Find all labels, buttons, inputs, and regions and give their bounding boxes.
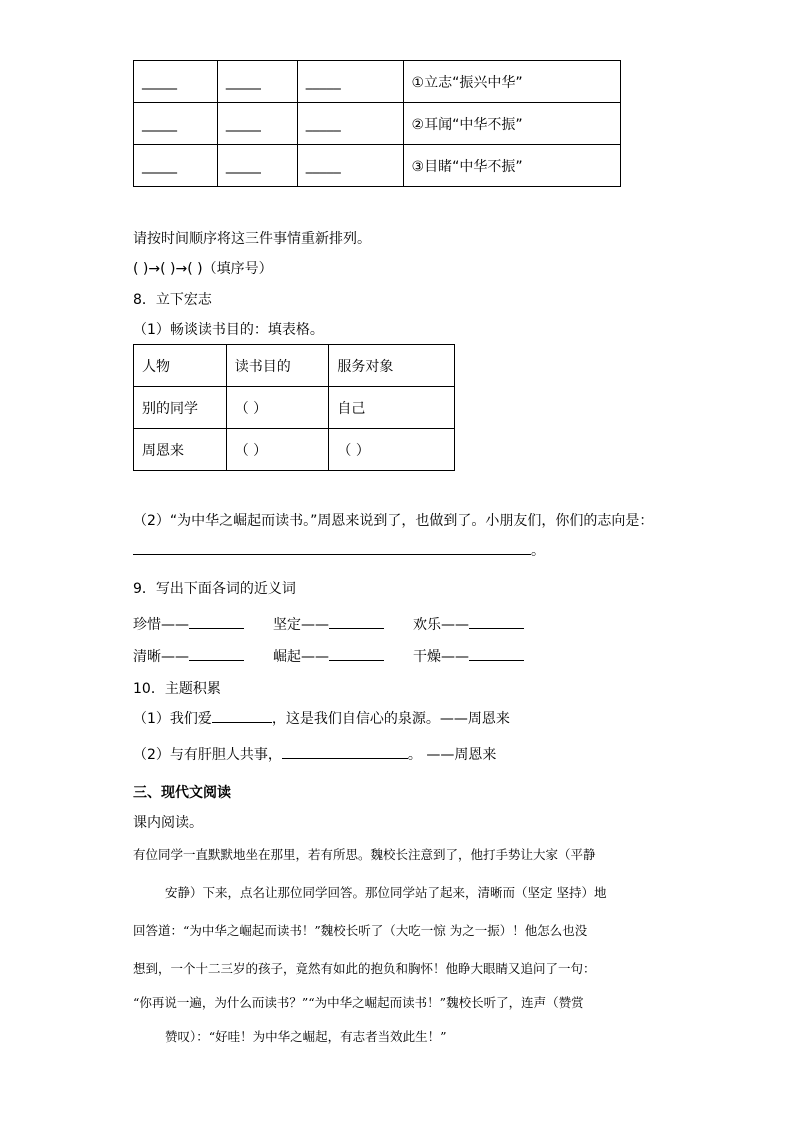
order-answer[interactable]: ( )→( )→( )（填序号） bbox=[133, 261, 273, 277]
blank-cell[interactable]: _____ bbox=[217, 103, 297, 145]
synonym-item[interactable]: 崛起—— bbox=[273, 646, 384, 666]
synonym-item[interactable]: 干燥—— bbox=[413, 646, 524, 666]
table-cell: 自己 bbox=[329, 387, 455, 429]
passage-line: 赞叹）：“好哇！为中华之崛起，有志者当效此生！” bbox=[165, 1029, 447, 1044]
section3-intro: 课内阅读。 bbox=[133, 815, 203, 831]
q8-sub1: （1）畅谈读书目的：填表格。 bbox=[133, 322, 324, 338]
table-header: 人物 bbox=[134, 345, 227, 387]
synonym-item[interactable]: 欢乐—— bbox=[413, 614, 524, 634]
synonym-item[interactable]: 坚定—— bbox=[273, 614, 384, 634]
synonym-item[interactable]: 清晰—— bbox=[133, 646, 244, 666]
q8-sub2: （2）“为中华之崛起而读书。”周恩来说到了，也做到了。小朋友们，你们的志向是： bbox=[133, 513, 654, 529]
synonym-item[interactable]: 珍惜—— bbox=[133, 614, 244, 634]
table-header: 服务对象 bbox=[329, 345, 455, 387]
blank-cell[interactable]: _____ bbox=[134, 145, 218, 187]
event-label: ②耳闻“中华不振” bbox=[403, 103, 620, 145]
passage-line: 回答道：“为中华之崛起而读书！”魏校长听了（大吃一惊 为之一振）！他怎么也没 bbox=[133, 923, 588, 938]
answer-cell[interactable]: （ ） bbox=[226, 387, 329, 429]
blank-cell[interactable]: _____ bbox=[297, 61, 403, 103]
table-cell: 别的同学 bbox=[134, 387, 227, 429]
q10-line1[interactable]: （1）我们爱 ，这是我们自信心的泉源。——周恩来 bbox=[133, 708, 510, 728]
blank-cell[interactable]: _____ bbox=[134, 103, 218, 145]
table-cell: 周恩来 bbox=[134, 429, 227, 471]
event-label: ③目睹“中华不振” bbox=[403, 145, 620, 187]
passage-line: 有位同学一直默默地坐在那里，若有所思。魏校长注意到了，他打手势让大家（平静 bbox=[133, 847, 596, 862]
passage-line: 安静）下来，点名让那位同学回答。那位同学站了起来，清晰而（坚定 坚持）地 bbox=[165, 885, 607, 900]
q9-title: 9．写出下面各词的近义词 bbox=[133, 581, 296, 597]
answer-cell[interactable]: （ ） bbox=[329, 429, 455, 471]
event-label: ①立志“振兴中华” bbox=[403, 61, 620, 103]
answer-cell[interactable]: （ ） bbox=[226, 429, 329, 471]
table-header: 读书目的 bbox=[226, 345, 329, 387]
q10-line2[interactable]: （2）与有肝胆人共事， 。 ——周恩来 bbox=[133, 744, 496, 764]
q8-title: 8．立下宏志 bbox=[133, 292, 212, 308]
blank-cell[interactable]: _____ bbox=[297, 103, 403, 145]
order-prompt: 请按时间顺序将这三件事情重新排列。 bbox=[133, 231, 371, 247]
blank-cell[interactable]: _____ bbox=[297, 145, 403, 187]
q10-title: 10．主题积累 bbox=[133, 681, 221, 697]
event-table bbox=[133, 60, 621, 187]
blank-cell[interactable]: _____ bbox=[134, 61, 218, 103]
reading-purpose-table bbox=[133, 344, 455, 471]
blank-cell[interactable]: _____ bbox=[217, 145, 297, 187]
passage-line: “你再说一遍，为什么而读书？”“为中华之崛起而读书！”魏校长听了，连声（赞赏 bbox=[133, 995, 584, 1010]
aspiration-line[interactable]: 。 bbox=[133, 540, 545, 560]
passage-line: 想到，一个十二三岁的孩子，竟然有如此的抱负和胸怀！他睁大眼睛又追问了一句： bbox=[133, 961, 596, 976]
section3-title: 三、现代文阅读 bbox=[133, 785, 231, 801]
blank-cell[interactable]: _____ bbox=[217, 61, 297, 103]
